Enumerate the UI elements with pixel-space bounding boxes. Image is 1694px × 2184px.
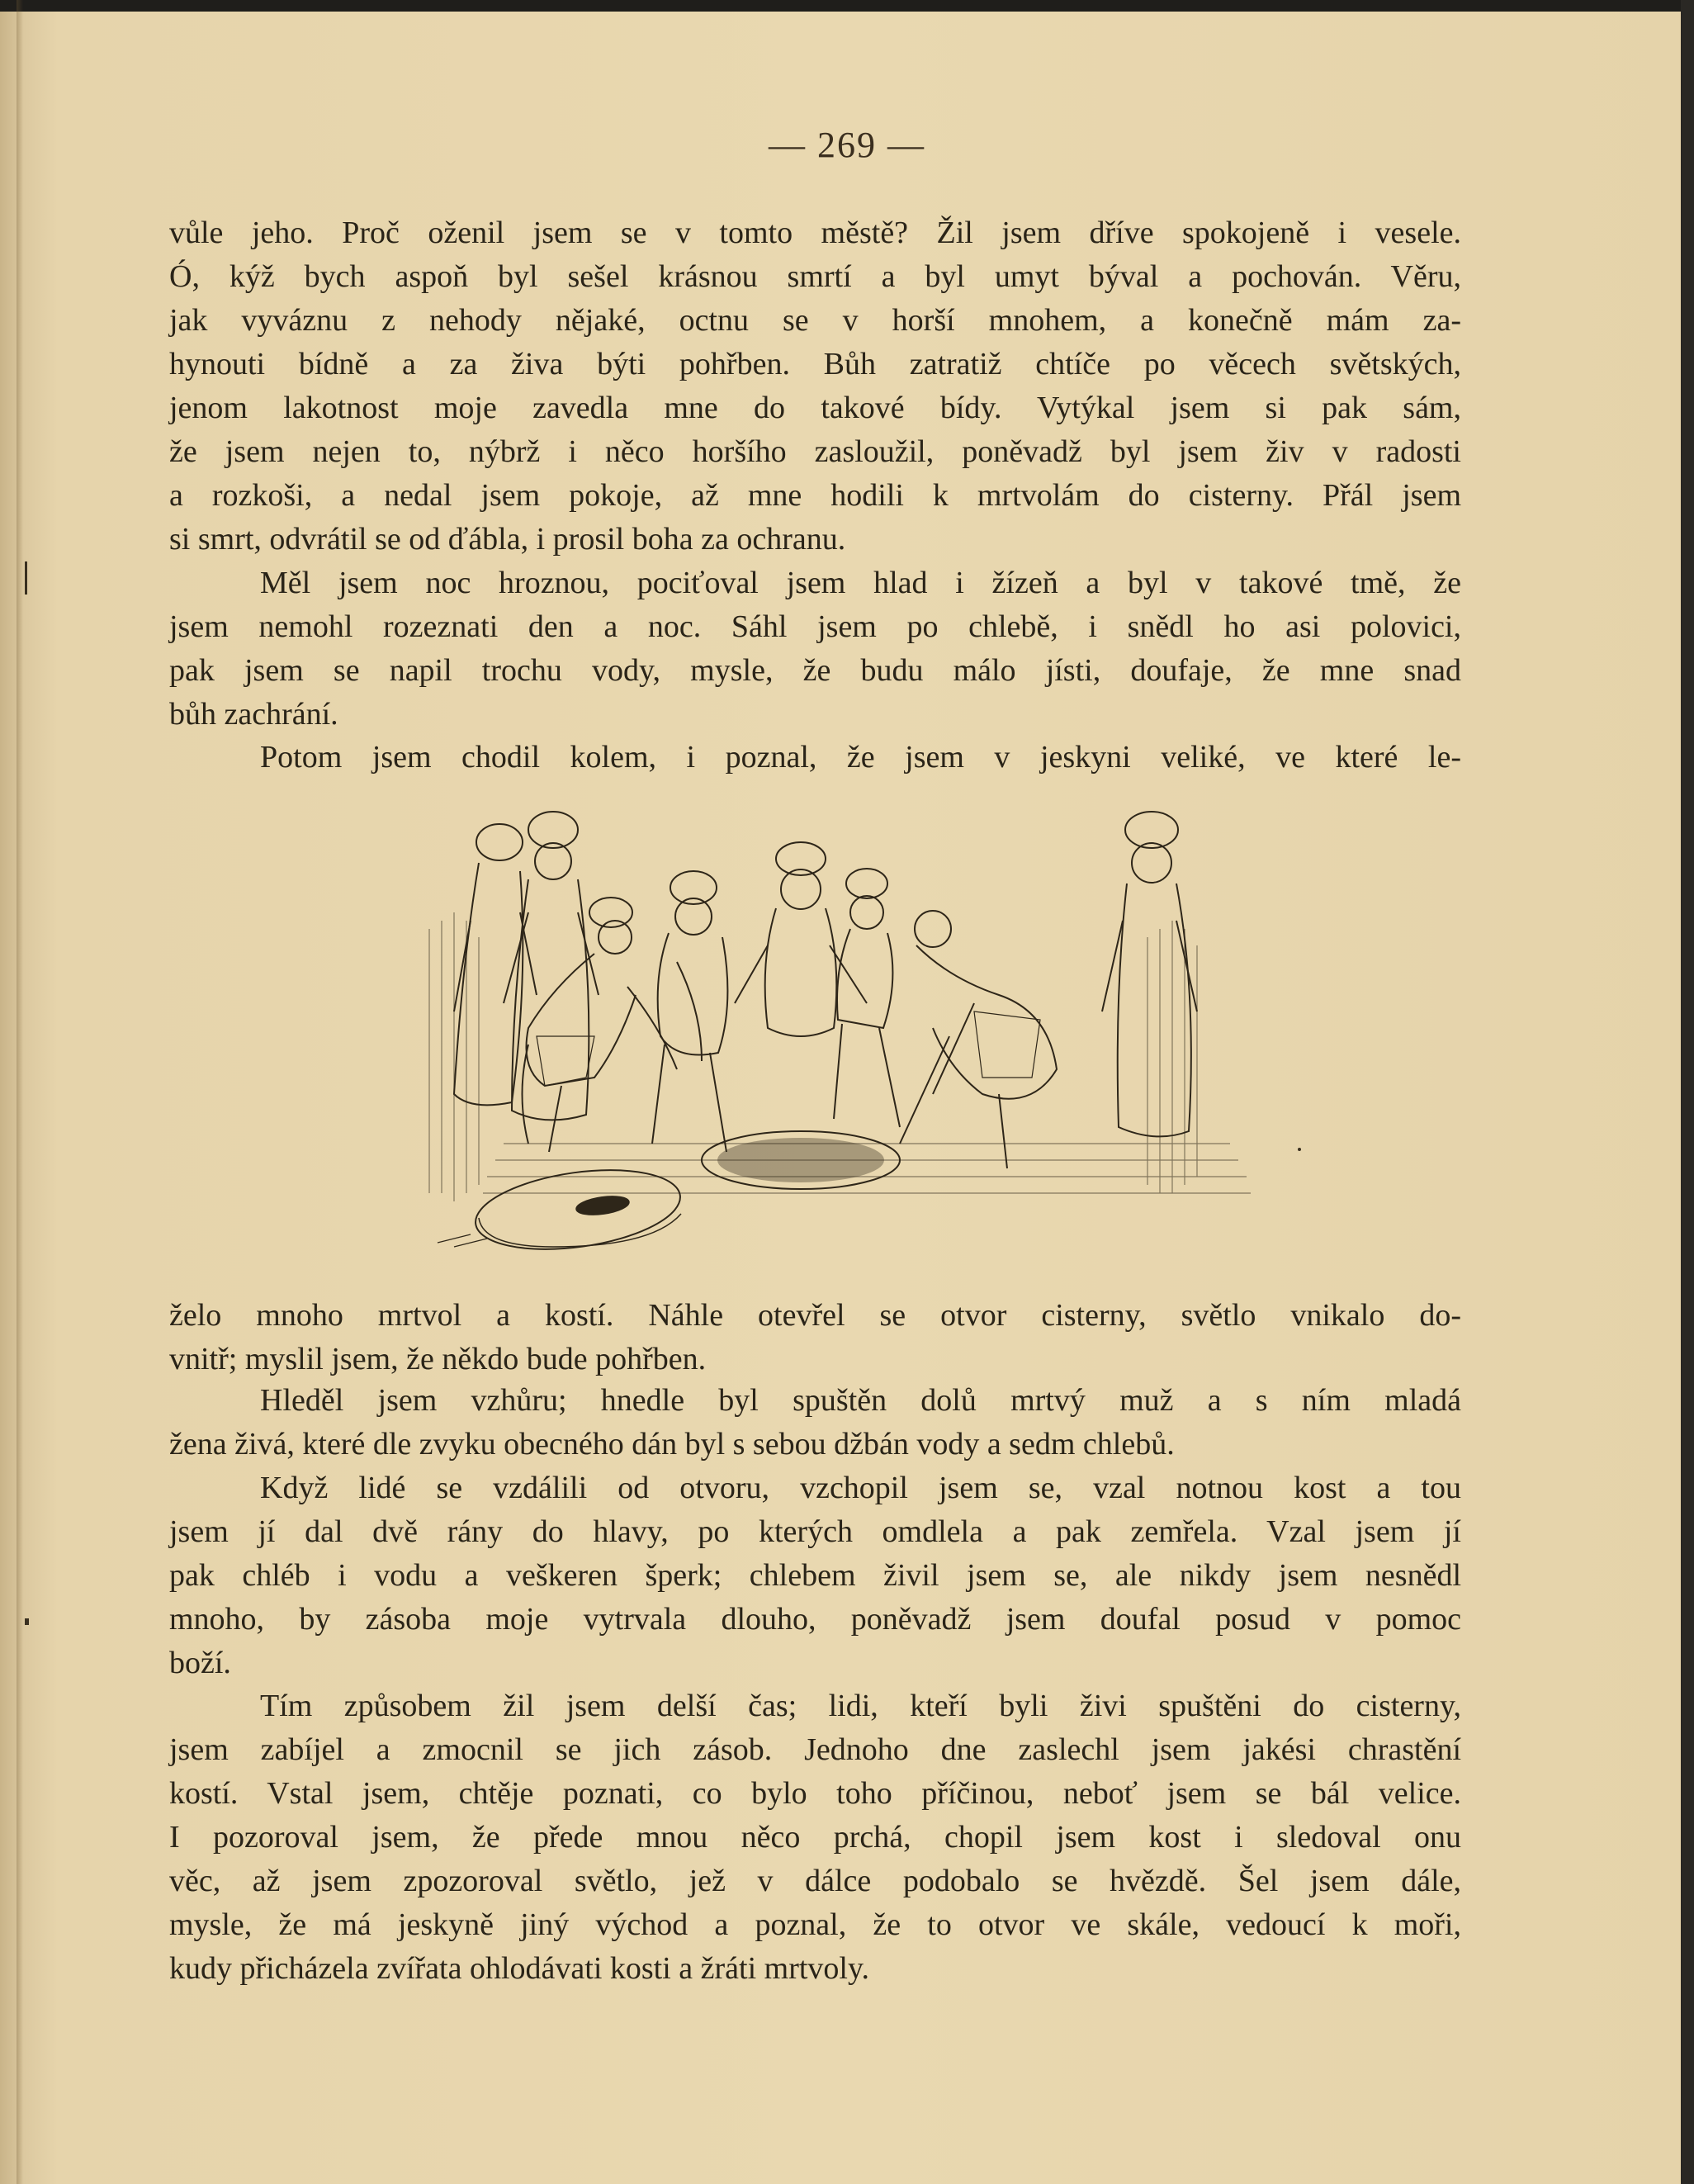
text-line: I pozoroval jsem, že přede mnou něco prchá, chopil jsem kost i sledoval onu (169, 1820, 1461, 1855)
text-line: pak chléb i vodu a veškeren šperk; chlebem živil jsem se, ale nikdy jsem nesnědl (169, 1558, 1461, 1593)
text-line: jak vyváznu z nehody nějaké, octnu se v horší mnohem, a konečně mám za- (169, 303, 1461, 338)
text-line: vnitř; myslil jsem, že někdo bude pohřben. (169, 1342, 707, 1376)
text-line: boží. (169, 1646, 231, 1680)
text-line: Měl jsem noc hroznou, pociťoval jsem hlad i žízeň a byl v takové tmě, že (260, 566, 1461, 600)
text-line: Hleděl jsem vzhůru; hnedle byl spuštěn dolů mrtvý muž a s ním mladá (260, 1383, 1461, 1418)
figure-crouching-3 (834, 869, 900, 1127)
text-line: jsem jí dal dvě rány do hlavy, po kterých omdlela a pak zemřela. Vzal jsem jí (169, 1514, 1461, 1549)
text-line: kudy přicházela zvířata ohlodávati kosti a žráti mrtvoly. (169, 1951, 870, 1986)
text-line: mysle, že má jeskyně jiný východ a poznal, že to otvor ve skále, vedoucí k moři, (169, 1907, 1461, 1942)
text-line: Tím způsobem žil jsem delší čas; lidi, kteří byli živi spuštěni do cisterny, (260, 1689, 1461, 1723)
text-line: žena živá, které dle zvyku obecného dán byl s sebou džbán vody a sedm chlebů. (169, 1427, 1175, 1462)
figure-crouching-2 (652, 871, 727, 1152)
engraving-men-at-cistern-icon (405, 797, 1313, 1251)
paragraph (169, 736, 1461, 779)
text-line: mnoho, by zásoba moje vytrvala dlouho, poněvadž jsem doufal posud v pomoc (169, 1602, 1461, 1637)
text-line: Potom jsem chodil kolem, i poznal, že jsem v jeskyni veliké, ve které le- (260, 740, 1461, 775)
text-line: hynouti bídně a za živa býti pohřben. Bůh zatratiž chtíče po věcech světských, (169, 347, 1461, 381)
paragraph (169, 561, 1461, 737)
margin-mark (25, 1618, 29, 1625)
margin-mark (25, 561, 27, 595)
text-line: Ó, kýž bych aspoň byl sešel krásnou smrtí a byl umyt býval a pochován. Věru, (169, 259, 1461, 294)
paragraph (169, 211, 1461, 561)
figure-crouching-4 (900, 911, 1057, 1168)
text-line: vůle jeho. Proč oženil jsem se v tomto městě? Žil jsem dříve spokojeně i vesele. (169, 216, 1461, 250)
text-line: bůh zachrání. (169, 697, 338, 732)
millstone-lid (471, 1158, 685, 1251)
figure-crouching-1 (523, 898, 678, 1152)
text-line: jsem zabíjel a zmocnil se jich zásob. Jednoho dne zaslechl jsem jakési chrastění (169, 1732, 1461, 1767)
page-number: — 269 — (769, 125, 925, 165)
page-spine-shadow (17, 0, 23, 2184)
text-line: věc, až jsem zpozoroval světlo, jež v dálce podobalo se hvězdě. Šel jsem dále, (169, 1864, 1461, 1898)
text-line: že jsem nejen to, nýbrž i něco horšího zasloužil, poněvadž byl jsem živ v radosti (169, 434, 1461, 469)
text-line: kostí. Vstal jsem, chtěje poznati, co bylo toho příčinou, neboť jsem se bál velice. (169, 1776, 1461, 1811)
figure-standing-left-2 (504, 812, 599, 1120)
text-line: si smrt, odvrátil se od ďábla, i prosil boha za ochranu. (169, 522, 846, 557)
text-line: pak jsem se napil trochu vody, mysle, že budu málo jísti, doufaje, že mne snad (169, 653, 1461, 688)
text-line: želo mnoho mrtvol a kostí. Náhle otevřel se otvor cisterny, světlo vnikalo do- (169, 1298, 1461, 1333)
text-line: a rozkoši, a nedal jsem pokoje, až mne hodili k mrtvolám do cisterny. Přál jsem (169, 478, 1461, 513)
text-line: jsem nemohl rozeznati den a noc. Sáhl jsem po chlebě, i snědl ho asi polovici, (169, 609, 1461, 644)
text-line: jenom lakotnost moje zavedla mne do takové bídy. Vytýkal jsem si pak sám, (169, 391, 1461, 425)
text-line: Když lidé se vzdálili od otvoru, vzchopil jsem se, vzal notnou kost a tou (260, 1471, 1461, 1505)
paragraph (169, 1294, 1461, 1381)
paragraph (169, 1466, 1461, 1685)
figure-standing-right (1102, 812, 1197, 1136)
scan-border-top (0, 0, 1694, 12)
scan-border-right (1681, 0, 1694, 2184)
paragraph (169, 1379, 1461, 1466)
cistern-opening (702, 1131, 900, 1189)
paragraph (169, 1684, 1461, 1991)
